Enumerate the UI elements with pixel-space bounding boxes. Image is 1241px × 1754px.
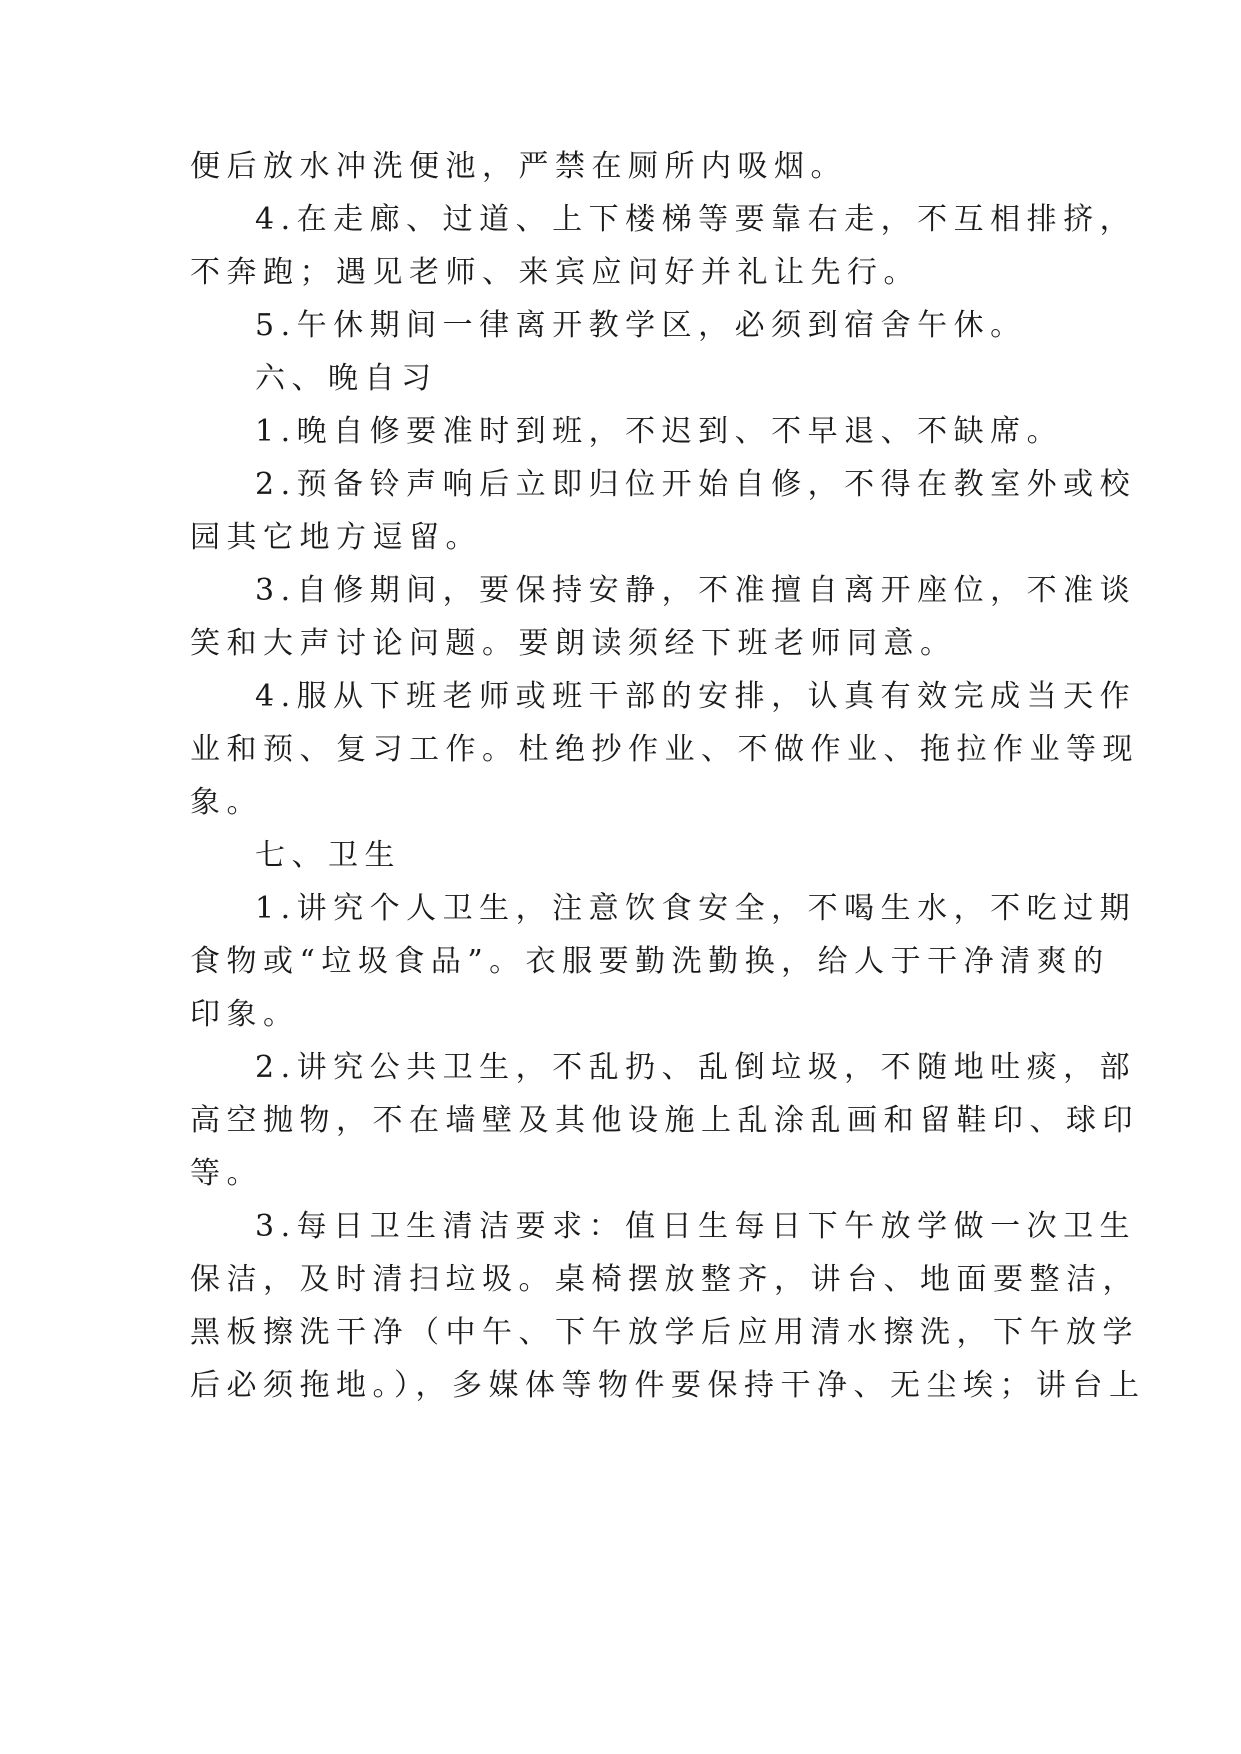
text-line: 2.预备铃声响后立即归位开始自修，不得在教室外或校 xyxy=(255,467,1137,502)
section-heading: 七、卫生 xyxy=(255,838,401,873)
text-line: 2.讲究公共卫生，不乱扔、乱倒垃圾，不随地吐痰，部 xyxy=(255,1050,1137,1085)
text-line: 笑和大声讨论问题。要朗读须经下班老师同意。 xyxy=(190,626,957,661)
text-line: 1.讲究个人卫生，注意饮食安全，不喝生水，不吃过期 xyxy=(255,891,1137,926)
text-line: 3.自修期间，要保持安静，不准擅自离开座位，不准谈 xyxy=(255,573,1137,608)
text-line: 4.在走廊、过道、上下楼梯等要靠右走，不互相排挤， xyxy=(255,202,1137,237)
text-line: 业和预、复习工作。杜绝抄作业、不做作业、拖拉作业等现 xyxy=(190,732,1139,767)
text-line: 印象。 xyxy=(190,997,300,1032)
text-line: 等。 xyxy=(190,1156,263,1191)
text-line: 3.每日卫生清洁要求：值日生每日下午放学做一次卫生 xyxy=(255,1209,1137,1244)
text-line: 不奔跑；遇见老师、来宾应问好并礼让先行。 xyxy=(190,255,920,290)
text-line: 园其它地方逗留。 xyxy=(190,520,482,555)
text-line: 象。 xyxy=(190,785,263,820)
text-line: 1.晚自修要准时到班，不迟到、不早退、不缺席。 xyxy=(255,414,1064,449)
text-line: 便后放水冲洗便池，严禁在厕所内吸烟。 xyxy=(190,149,847,184)
text-line: 5.午休期间一律离开教学区，必须到宿舍午休。 xyxy=(255,308,1027,343)
text-line: 黑板擦洗干净（中午、下午放学后应用清水擦洗，下午放学 xyxy=(190,1315,1139,1350)
text-line: 后必须拖地。），多媒体等物件要保持干净、无尘埃；讲台上 xyxy=(190,1368,1146,1403)
text-line: 4.服从下班老师或班干部的安排，认真有效完成当天作 xyxy=(255,679,1137,714)
section-heading: 六、晚自习 xyxy=(255,361,438,396)
text-line: 保洁，及时清扫垃圾。桌椅摆放整齐，讲台、地面要整洁， xyxy=(190,1262,1139,1297)
text-line: 食物或“垃圾食品”。衣服要勤洗勤换，给人于干净清爽的 xyxy=(190,944,1110,979)
text-line: 高空抛物，不在墙壁及其他设施上乱涂乱画和留鞋印、球印 xyxy=(190,1103,1139,1138)
